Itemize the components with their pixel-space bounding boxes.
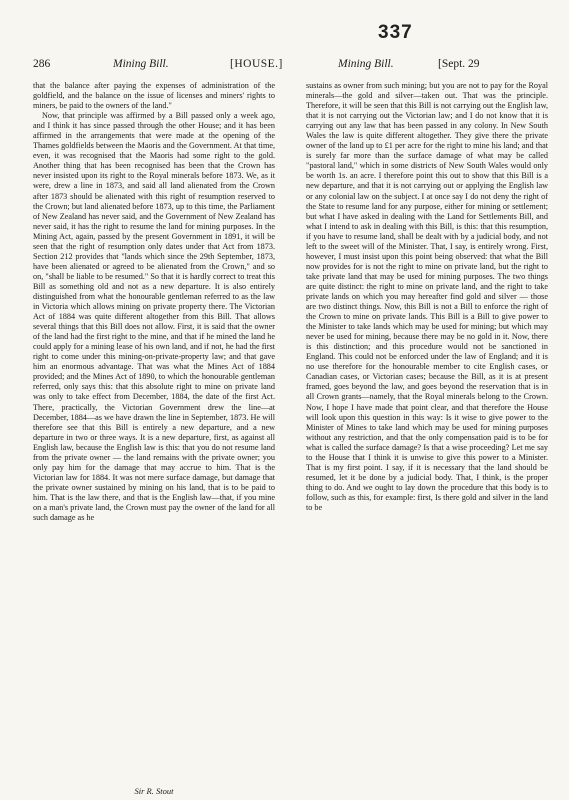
right-column <box>306 81 548 781</box>
header-date: [Sept. 29 <box>438 58 480 70</box>
running-header <box>33 58 545 76</box>
header-title-right: Mining Bill. <box>338 58 394 70</box>
left-paragraph-continued: that the balance after paying the expenses of administration of the goldfield, and the balance on the issue of licenses and miners' rights to miners, be paid to the owners of the land." <box>33 81 275 111</box>
page-number: 286 <box>33 58 51 70</box>
header-title-left: Mining Bill. <box>113 58 169 70</box>
handwritten-page-stamp: 337 <box>378 22 413 43</box>
header-house: [HOUSE.] <box>230 58 283 70</box>
right-paragraph-continued: sustains as owner from such mining; but you are not to pay for the Royal minerals—the gold and silver—taken out. That was the principle. Therefore, it will be seen that this Bill is not carrying out the English law, that it is not carrying out the Victorian law; and I do not know that it is carrying out any law that has been passed in any colony. In New South Wales the law is quite different altogether. They give there the private owner of the land up to £1 per acre for the right to mine his land; and that is surely far more than the surface damage of what may be called "pastoral land," which in some districts of New South Wales would only be worth 1s. an acre. I therefore point this out to show that this Bill is a new departure, and that it is not carrying out or applying the English law or any colonial law on the subject. I at once say I do not deny the right of the State to resume land for any purpose, either for mining or settlement; but what I have asked in dealing with the Land for Settlements Bill, and what I intend to ask in dealing with this Bill, is this: that this resumption, if you have to resume land, shall be dealt with by a judicial body, and not left to the sweet will of the Minister. That, I say, is entirely wrong. First, however, I must insist upon this point being observed: that what the Bill now provides for is not the right to mine on private land, but the right to take private land that may be used for mining purposes. The two things are quite distinct: the right to mine on private land, and the right to take private lands on which you may hereafter find gold and silver — those are two distinct things. Now, this Bill is not a Bill to enforce the right of the Crown to mine on private lands. This Bill is a Bill to give power to the Minister to take lands which may be used for mining; but which may never be used for mining, because there may be no gold in it. Now, there is this distinction; and this procedure would not be sanctioned in England. This could not be enforced under the law of England; and it is no use therefore for the honourable member to cite English cases, or Canadian cases, or Victorian cases; because the Bill, as it is at present framed, goes beyond the law, and goes beyond the reservation that is in all Crown grants—namely, that the Royal minerals belong to the Crown. Now, I hope I have made that point clear, and that therefore the House will look upon this question in this way: Is it wise to give power to the Minister of Mines to take land which may be used for mining purposes without any restriction, and that the only compensation paid is to be for what is called the surface damage? Is that a wise proceeding? Let me say to the House that I think it is unwise to give this power to a Minister. That is my first point. I say, if it is necessary that the land should be resumed, let it be done by a judicial body. That, I think, is the proper thing to do. And we ought to lay down the procedure that this body is to follow, such as this, for example: first, Is there gold and silver in the land to be <box>306 81 548 512</box>
left-column <box>33 81 275 781</box>
left-paragraph: Now, that principle was affirmed by a Bill passed only a week ago, and I think it has since passed through the other House; and it has been affirmed in the arrangements that were made at the opening of the Thames goldfields between the Maoris and the Government. At that time, even, it was recognised that the Maoris had some right to the gold. Another thing that has been recognised has been that the Crown has never insisted upon its right to the Royal minerals before 1873. We, as it were, drew a line in 1873, and said all land alienated from the Crown after 1873 should be alienated with this right of resumption reserved to the Crown; but land alienated before 1873, up to this time, the Parliament of New Zealand has never said, and the Government of New Zealand has never said, it has the right to resume the land for mining purposes. In the Mining Act, again, passed by the present Government in 1891, it will be seen that the right of resumption only dates under that Act from 1873. Section 212 provides that "lands which since the 29th September, 1873, have been alienated or agreed to be alienated from the Crown," and so on, "shall be liable to be resumed." So that it is hardly correct to treat this Bill as something old and not as a new departure. It is also entirely distinguished from what the honourable gentleman referred to as the law in Victoria which allows mining on private property there. The Victorian Act of 1884 was quite different altogether from this Bill. That allows several things that this Bill does not allow. First, it is said that the owner of the land had the first right to the mine, and that if he mined the land he could apply for a mining lease of his own land, and if not, he had the first right to come under this mining-on-private-property law; and that gave him an enormous advantage. That was what the Mines Act of 1884 provided; and the Mines Act of 1890, to which the honourable gentleman referred, only says this: that this absolute right to mine on private land was only to take effect from December, 1884, the date of the first Act. There, practically, the Victorian Government drew the line—at December, 1884—as we have drawn the line in September, 1873. He will therefore see that this Bill is entirely a new departure, and a new departure in two or three ways. It is a new departure, first, as against all English law, because the English law is this: that you do not resume land from the private owner — the land remains with the private owner; you only pay him for the damage that may accrue to him. That is the Victorian law for 1884. It was not mere surface damage, but damage that the private owner sustained by mining on his land, that is to be paid to him. That is the law there, and that is the English law—that, if you mine on a man's private land, the Crown must pay the owner of the land for all such damage as he <box>33 111 275 523</box>
speaker-footer: Sir R. Stout <box>134 786 174 796</box>
